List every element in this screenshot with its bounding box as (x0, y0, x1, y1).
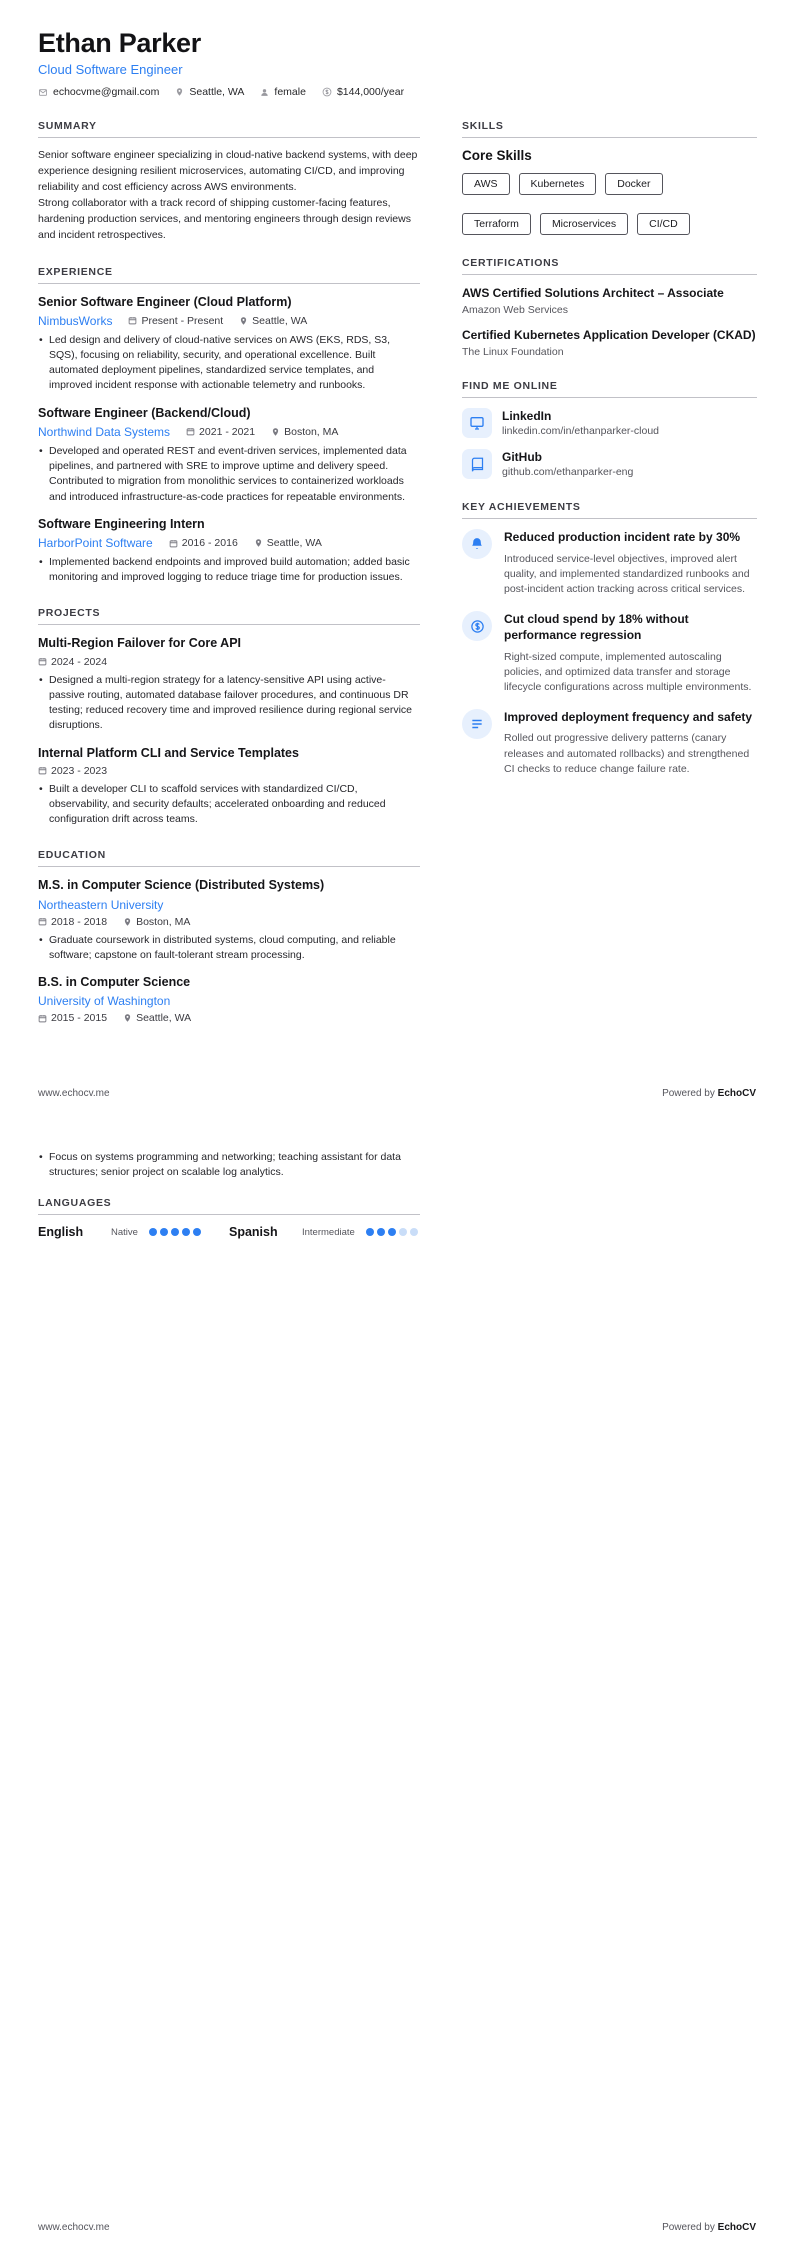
location-icon (123, 1013, 132, 1023)
language-english (38, 1225, 229, 1239)
education-meta-row (38, 916, 420, 928)
footer-powered-prefix: Powered by (662, 2222, 715, 2233)
job-meta-row (38, 536, 420, 550)
projects-heading: PROJECTS (38, 607, 420, 625)
location-icon (123, 917, 132, 927)
profile-name: GitHub (502, 450, 542, 465)
experience-heading: EXPERIENCE (38, 266, 420, 284)
project-bullet: • Built a developer CLI to scaffold services with standardized CI/CD, observability, and security defaults; accelerated onboarding and reduced configuration drift across teams. (38, 782, 420, 828)
person-name: Ethan Parker (38, 28, 201, 58)
contact-row (38, 86, 756, 98)
footer-powered (662, 2222, 756, 2233)
person-title: Cloud Software Engineer (38, 62, 183, 77)
achievement-text (504, 529, 757, 597)
education-meta-row (38, 1012, 420, 1024)
project-item (38, 635, 420, 733)
summary-section (38, 120, 420, 244)
linkedin-icon (462, 408, 492, 438)
company-link[interactable]: NimbusWorks (38, 313, 113, 328)
footer-site-link[interactable]: www.echocv.me (38, 2222, 110, 2233)
project-meta-row (38, 765, 420, 777)
summary-paragraph: Strong collaborator with a track record of shipping customer-facing features, hardening production services, and mentoring engineers through design reviews and incident retrospectives. (38, 197, 411, 241)
languages-row (38, 1225, 420, 1239)
calendar-icon (38, 917, 47, 926)
job-title: Software Engineering Intern (38, 516, 205, 531)
calendar-icon (38, 766, 47, 775)
person-icon (260, 88, 269, 97)
job-title: Software Engineer (Backend/Cloud) (38, 405, 251, 420)
profile-url[interactable]: linkedin.com/in/ethanparker-cloud (502, 425, 660, 438)
location-icon (254, 538, 263, 548)
contact-gender-text: female (274, 86, 306, 98)
certification-name: AWS Certified Solutions Architect – Associate (462, 286, 724, 300)
language-level-dots (366, 1228, 418, 1236)
contact-email-text: echocvme@gmail.com (53, 86, 160, 98)
education-item (38, 877, 420, 963)
project-item (38, 745, 420, 828)
profile-text (502, 409, 659, 437)
school-link[interactable]: University of Washington (38, 994, 171, 1009)
project-dates: 2023 - 2023 (38, 765, 107, 777)
job-dates: Present - Present (128, 315, 223, 327)
profile-linkedin[interactable] (462, 408, 757, 438)
achievement-text (504, 611, 757, 695)
profile-name: LinkedIn (502, 409, 552, 424)
profile-text (502, 450, 633, 478)
projects-section (38, 607, 420, 827)
resume-header (38, 28, 756, 98)
education-location: Seattle, WA (123, 1012, 191, 1024)
calendar-icon (186, 427, 195, 436)
calendar-icon (128, 316, 137, 325)
skill-pill: Microservices (540, 213, 628, 235)
education-dates: 2018 - 2018 (38, 916, 107, 928)
company-link[interactable]: HarborPoint Software (38, 536, 153, 550)
project-meta-row (38, 656, 420, 668)
calendar-icon (38, 1014, 47, 1023)
education-section (38, 849, 420, 1024)
achievement-item (462, 611, 757, 695)
experience-item (38, 405, 420, 505)
skill-pill: Kubernetes (519, 173, 597, 195)
email-icon (38, 88, 48, 97)
language-level-dots (149, 1228, 201, 1236)
project-bullet: • Designed a multi-region strategy for a latency-sensitive API using active-passive routing, automated database failover procedures, and continuous DR testing; reduced recovery time and improved resilience during regional service disruptions. (38, 673, 420, 734)
job-location: Seattle, WA (254, 537, 322, 549)
skill-pill: CI/CD (637, 213, 690, 235)
list-icon (462, 709, 492, 739)
salary-icon (322, 87, 332, 97)
language-name: Spanish (229, 1225, 278, 1240)
certification-name: Certified Kubernetes Application Developer (CKAD) (462, 328, 756, 343)
calendar-icon (38, 657, 47, 666)
education-overflow-bullet: • Focus on systems programming and networking; teaching assistant for data structures; senior project on scalable log analytics. (38, 1150, 420, 1180)
certifications-section (462, 257, 757, 358)
degree-title: B.S. in Computer Science (38, 975, 191, 990)
language-name: English (38, 1225, 84, 1240)
job-dates: 2016 - 2016 (169, 537, 238, 549)
achievement-description: Rolled out progressive delivery patterns (canary releases and automated rollbacks) and strengthened CI checks to reduce change failure rate. (504, 732, 750, 775)
experience-item (38, 294, 420, 394)
achievement-title: Improved deployment frequency and safety (504, 710, 753, 725)
project-title: Multi-Region Failover for Core API (38, 636, 242, 651)
job-bullet: • Developed and operated REST and event-driven services, implemented data pipelines, and partnered with SRE to improve uptime and delivery speed. Contributed to migration from monolithic services to containerized workloads and introduced infrastructure-as-code practices for repeatable environments. (38, 444, 420, 505)
achievement-description: Introduced service-level objectives, improved alert quality, and implemented standardized runbooks and post-incident action tracking across critical services. (504, 552, 750, 595)
footer-powered-prefix: Powered by (662, 1088, 715, 1099)
footer-brand: EchoCV (717, 2222, 756, 2233)
languages-heading: LANGUAGES (38, 1197, 420, 1215)
page-2-content (38, 1150, 420, 1261)
job-bullet: • Implemented backend endpoints and improved build automation; added basic monitoring and improved logging to reduce triage time for production issues. (38, 555, 420, 585)
page-footer (38, 1088, 756, 1099)
achievement-title: Cut cloud spend by 18% without performance regression (504, 612, 689, 643)
certification-issuer: Amazon Web Services (462, 304, 569, 317)
education-location: Boston, MA (123, 916, 190, 928)
right-column (462, 120, 757, 1046)
key-achievements-heading: KEY ACHIEVEMENTS (462, 501, 757, 519)
skill-pill: AWS (462, 173, 510, 195)
calendar-icon (169, 539, 178, 548)
job-location: Seattle, WA (239, 315, 307, 327)
summary-paragraph: Senior software engineer specializing in cloud-native backend systems, with deep experience designing resilient microservices, automating CI/CD, and improving reliability and cost efficiency across AWS environments. (38, 149, 418, 193)
project-dates: 2024 - 2024 (38, 656, 107, 668)
experience-item (38, 516, 420, 586)
cost-savings-icon (462, 611, 492, 641)
achievement-description: Right-sized compute, implemented autoscaling policies, and optimized data transfer and storage lifecycle configurations across multiple environments. (504, 650, 752, 694)
job-location: Boston, MA (271, 426, 338, 438)
find-me-online-section (462, 380, 757, 479)
achievement-text (504, 709, 757, 777)
achievement-title: Reduced production incident rate by 30% (504, 530, 741, 545)
footer-site-link[interactable]: www.echocv.me (38, 1088, 110, 1099)
contact-email (38, 86, 159, 98)
location-icon (239, 316, 248, 326)
achievement-item (462, 709, 757, 777)
footer-powered (662, 1088, 756, 1099)
page-footer (38, 2222, 756, 2233)
achievement-item (462, 529, 757, 597)
job-title: Senior Software Engineer (Cloud Platform) (38, 294, 292, 309)
languages-section (38, 1197, 420, 1239)
experience-section (38, 266, 420, 586)
location-icon (175, 87, 184, 97)
certification-item (462, 327, 757, 358)
education-dates: 2015 - 2015 (38, 1012, 107, 1024)
certification-item (462, 285, 757, 316)
profile-url[interactable]: github.com/ethanparker-eng (502, 466, 634, 479)
project-title: Internal Platform CLI and Service Templates (38, 745, 299, 760)
skills-pill-list (462, 173, 757, 235)
job-dates: 2021 - 2021 (186, 426, 255, 438)
job-meta-row (38, 425, 420, 439)
contact-salary (322, 86, 404, 98)
skill-pill: Terraform (462, 213, 531, 235)
contact-location (175, 86, 244, 98)
school-link[interactable]: Northeastern University (38, 897, 164, 912)
degree-title: M.S. in Computer Science (Distributed Systems) (38, 878, 325, 893)
find-me-online-heading: FIND ME ONLINE (462, 380, 757, 398)
job-bullet: • Led design and delivery of cloud-native services on AWS (EKS, RDS, S3, SQS), focusing on reliability, security, and operational excellence. Built automated deployment pipelines, standardized service templates, and improved incident response with actionable telemetry and runbooks. (38, 333, 420, 394)
certification-issuer: The Linux Foundation (462, 346, 564, 359)
location-icon (271, 427, 280, 437)
key-achievements-section (462, 501, 757, 777)
company-link[interactable]: Northwind Data Systems (38, 424, 171, 439)
left-column (38, 120, 420, 1046)
skills-group-title: Core Skills (462, 148, 532, 163)
education-item (38, 974, 420, 1024)
language-spanish (229, 1225, 420, 1239)
skills-heading: SKILLS (462, 120, 757, 138)
summary-heading: SUMMARY (38, 120, 420, 138)
contact-gender (260, 86, 306, 98)
footer-brand: EchoCV (717, 1088, 756, 1099)
contact-salary-text: $144,000/year (336, 86, 405, 98)
job-meta-row (38, 314, 420, 328)
contact-location-text: Seattle, WA (189, 86, 245, 98)
skill-pill: Docker (605, 173, 662, 195)
education-heading: EDUCATION (38, 849, 420, 867)
language-level: Intermediate (302, 1226, 355, 1238)
education-bullet: • Graduate coursework in distributed systems, cloud computing, and reliable software; capstone on fault-tolerant stream processing. (38, 933, 420, 963)
certifications-heading: CERTIFICATIONS (462, 257, 757, 275)
language-level: Native (111, 1226, 138, 1238)
skills-section (462, 120, 757, 235)
profile-github[interactable] (462, 449, 757, 479)
bell-icon (462, 529, 492, 559)
github-icon (462, 449, 492, 479)
